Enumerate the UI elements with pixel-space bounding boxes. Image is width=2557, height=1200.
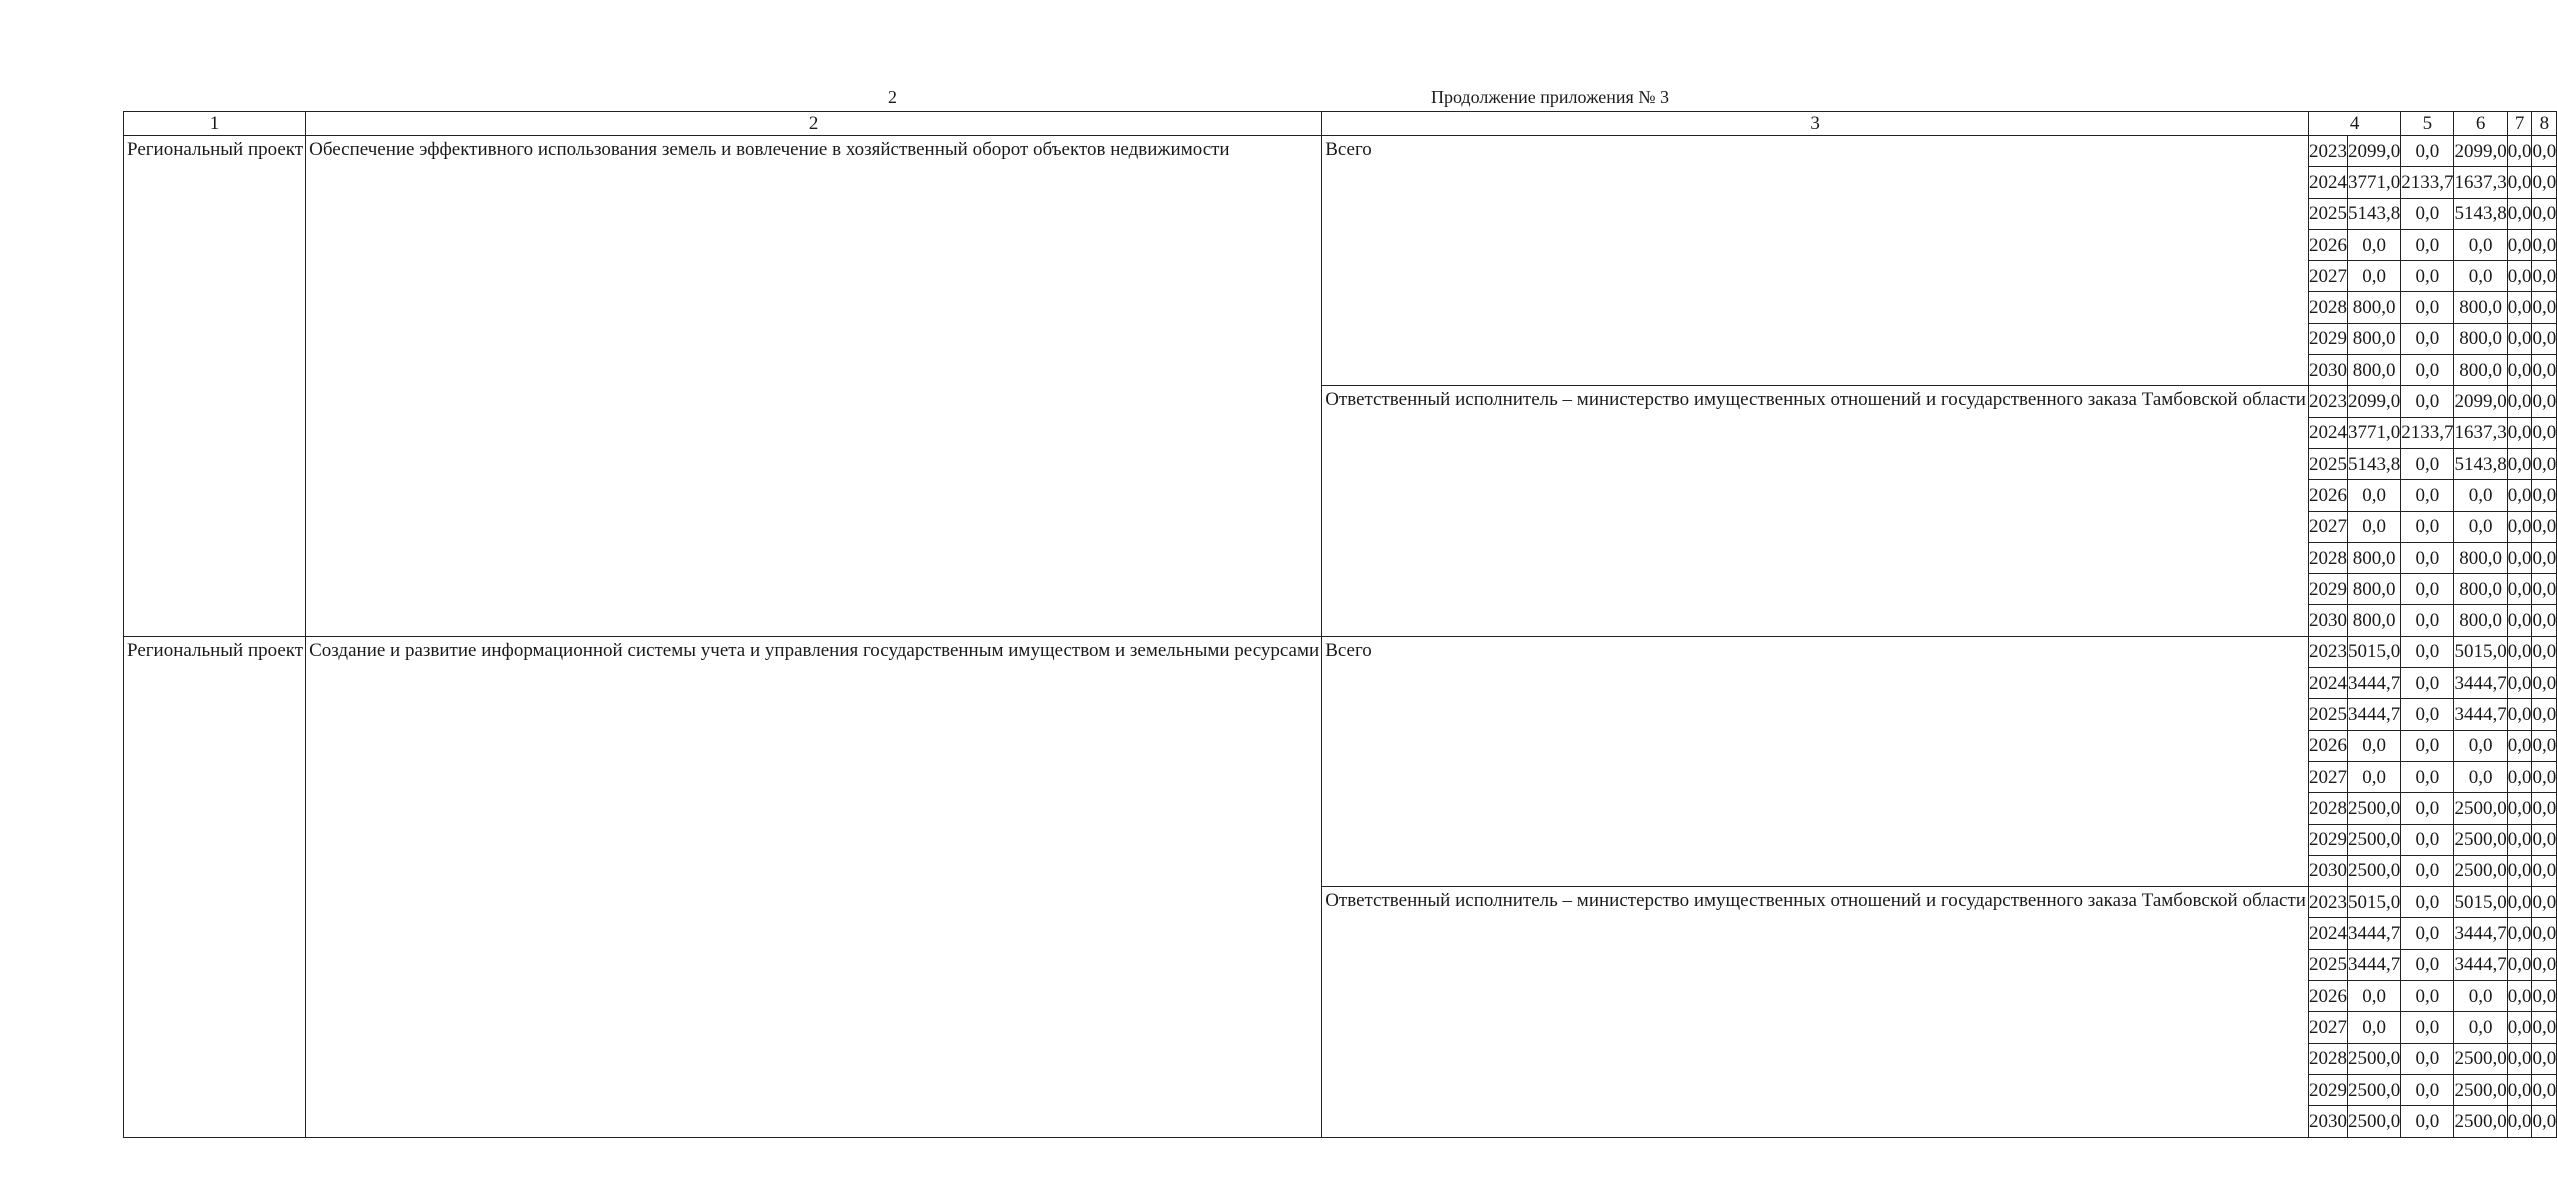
amount-cell: 0,0 — [2532, 887, 2557, 918]
amount-cell: 0,0 — [2401, 542, 2454, 573]
amount-cell: 3771,0 — [2347, 417, 2400, 448]
amount-cell: 0,0 — [2507, 261, 2532, 292]
year-cell: 2026 — [2308, 229, 2347, 260]
amount-cell: 0,0 — [2347, 761, 2400, 792]
amount-cell: 0,0 — [2507, 480, 2532, 511]
amount-cell: 0,0 — [2401, 855, 2454, 886]
year-cell: 2024 — [2308, 417, 2347, 448]
amount-cell: 0,0 — [2532, 730, 2557, 761]
amount-cell: 0,0 — [2507, 793, 2532, 824]
amount-cell: 0,0 — [2532, 793, 2557, 824]
project-type-cell: Региональный проект — [124, 136, 306, 637]
amount-cell: 0,0 — [2401, 918, 2454, 949]
amount-cell: 0,0 — [2507, 981, 2532, 1012]
year-cell: 2028 — [2308, 542, 2347, 573]
year-cell: 2030 — [2308, 855, 2347, 886]
amount-cell: 0,0 — [2401, 355, 2454, 386]
amount-cell: 0,0 — [2507, 136, 2532, 167]
amount-cell: 2500,0 — [2347, 793, 2400, 824]
amount-cell: 0,0 — [2454, 229, 2507, 260]
amount-cell: 0,0 — [2401, 229, 2454, 260]
amount-cell: 0,0 — [2507, 511, 2532, 542]
column-number: 4 — [2308, 112, 2400, 136]
amount-cell: 0,0 — [2532, 355, 2557, 386]
amount-cell: 2500,0 — [2347, 855, 2400, 886]
amount-cell: 0,0 — [2507, 417, 2532, 448]
amount-cell: 0,0 — [2532, 292, 2557, 323]
amount-cell: 800,0 — [2347, 542, 2400, 573]
amount-cell: 3444,7 — [2454, 949, 2507, 980]
amount-cell: 0,0 — [2532, 542, 2557, 573]
amount-cell: 3444,7 — [2347, 668, 2400, 699]
amount-cell: 0,0 — [2454, 1012, 2507, 1043]
amount-cell: 0,0 — [2347, 229, 2400, 260]
amount-cell: 0,0 — [2532, 636, 2557, 667]
amount-cell: 2500,0 — [2454, 793, 2507, 824]
amount-cell: 0,0 — [2532, 1106, 2557, 1137]
amount-cell: 2099,0 — [2347, 386, 2400, 417]
amount-cell: 0,0 — [2454, 981, 2507, 1012]
amount-cell: 0,0 — [2532, 949, 2557, 980]
amount-cell: 0,0 — [2532, 855, 2557, 886]
amount-cell: 0,0 — [2532, 761, 2557, 792]
amount-cell: 2099,0 — [2347, 136, 2400, 167]
funding-source-cell: Ответственный исполнитель – министерство имущественных отношений и государственного заказа Тамбовской области — [1322, 386, 2309, 636]
amount-cell: 0,0 — [2347, 261, 2400, 292]
amount-cell: 0,0 — [2532, 574, 2557, 605]
year-cell: 2025 — [2308, 198, 2347, 229]
amount-cell: 0,0 — [2507, 542, 2532, 573]
amount-cell: 0,0 — [2401, 1012, 2454, 1043]
amount-cell: 0,0 — [2401, 261, 2454, 292]
amount-cell: 0,0 — [2532, 386, 2557, 417]
amount-cell: 0,0 — [2401, 793, 2454, 824]
year-cell: 2027 — [2308, 1012, 2347, 1043]
amount-cell: 0,0 — [2532, 229, 2557, 260]
year-cell: 2027 — [2308, 261, 2347, 292]
year-cell: 2030 — [2308, 605, 2347, 636]
amount-cell: 0,0 — [2401, 949, 2454, 980]
amount-cell: 2099,0 — [2454, 136, 2507, 167]
amount-cell: 1637,3 — [2454, 167, 2507, 198]
amount-cell: 0,0 — [2401, 1074, 2454, 1105]
year-cell: 2024 — [2308, 167, 2347, 198]
amount-cell: 0,0 — [2532, 198, 2557, 229]
year-cell: 2025 — [2308, 699, 2347, 730]
year-cell: 2028 — [2308, 1043, 2347, 1074]
amount-cell: 0,0 — [2347, 1012, 2400, 1043]
year-cell: 2026 — [2308, 730, 2347, 761]
amount-cell: 800,0 — [2347, 292, 2400, 323]
amount-cell: 0,0 — [2347, 730, 2400, 761]
amount-cell: 0,0 — [2507, 761, 2532, 792]
year-cell: 2023 — [2308, 136, 2347, 167]
column-number: 2 — [306, 112, 1322, 136]
amount-cell: 0,0 — [2507, 730, 2532, 761]
amount-cell: 0,0 — [2532, 448, 2557, 479]
year-cell: 2029 — [2308, 824, 2347, 855]
amount-cell: 0,0 — [2507, 605, 2532, 636]
amount-cell: 0,0 — [2401, 699, 2454, 730]
amount-cell: 0,0 — [2532, 605, 2557, 636]
column-number: 8 — [2532, 112, 2557, 136]
amount-cell: 2500,0 — [2347, 1106, 2400, 1137]
amount-cell: 0,0 — [2347, 981, 2400, 1012]
column-number: 1 — [124, 112, 306, 136]
amount-cell: 0,0 — [2454, 730, 2507, 761]
year-cell: 2025 — [2308, 448, 2347, 479]
amount-cell: 0,0 — [2401, 730, 2454, 761]
amount-cell: 800,0 — [2454, 542, 2507, 573]
amount-cell: 0,0 — [2507, 229, 2532, 260]
project-name-cell: Обеспечение эффективного использования земель и вовлечение в хозяйственный оборот объектов недвижимости — [306, 136, 1322, 637]
amount-cell: 800,0 — [2454, 323, 2507, 354]
amount-cell: 0,0 — [2401, 511, 2454, 542]
amount-cell: 800,0 — [2347, 574, 2400, 605]
amount-cell: 0,0 — [2454, 511, 2507, 542]
amount-cell: 0,0 — [2401, 323, 2454, 354]
amount-cell: 2500,0 — [2454, 1074, 2507, 1105]
amount-cell: 800,0 — [2347, 605, 2400, 636]
amount-cell: 0,0 — [2507, 355, 2532, 386]
amount-cell: 2500,0 — [2347, 824, 2400, 855]
amount-cell: 0,0 — [2507, 949, 2532, 980]
year-cell: 2030 — [2308, 1106, 2347, 1137]
amount-cell: 0,0 — [2532, 136, 2557, 167]
amount-cell: 0,0 — [2401, 136, 2454, 167]
amount-cell: 0,0 — [2401, 981, 2454, 1012]
amount-cell: 0,0 — [2507, 668, 2532, 699]
funding-table — [123, 111, 2557, 1138]
amount-cell: 0,0 — [2507, 636, 2532, 667]
amount-cell: 3771,0 — [2347, 167, 2400, 198]
year-cell: 2023 — [2308, 636, 2347, 667]
amount-cell: 0,0 — [2401, 887, 2454, 918]
amount-cell: 0,0 — [2401, 386, 2454, 417]
amount-cell: 0,0 — [2401, 668, 2454, 699]
funding-source-cell: Ответственный исполнитель – министерство имущественных отношений и государственного заказа Тамбовской области — [1322, 887, 2309, 1137]
amount-cell: 1637,3 — [2454, 417, 2507, 448]
amount-cell: 0,0 — [2401, 636, 2454, 667]
continuation-caption: Продолжение приложения № 3 — [1430, 87, 1669, 107]
amount-cell: 3444,7 — [2347, 949, 2400, 980]
year-cell: 2027 — [2308, 511, 2347, 542]
amount-cell: 2133,7 — [2401, 417, 2454, 448]
year-cell: 2027 — [2308, 761, 2347, 792]
amount-cell: 2500,0 — [2454, 855, 2507, 886]
amount-cell: 3444,7 — [2454, 918, 2507, 949]
funding-source-cell: Всего — [1322, 636, 2309, 886]
amount-cell: 5015,0 — [2454, 887, 2507, 918]
amount-cell: 0,0 — [2347, 511, 2400, 542]
year-cell: 2024 — [2308, 918, 2347, 949]
amount-cell: 0,0 — [2507, 574, 2532, 605]
amount-cell: 0,0 — [2507, 292, 2532, 323]
amount-cell: 2500,0 — [2347, 1074, 2400, 1105]
amount-cell: 3444,7 — [2454, 668, 2507, 699]
page-number: 2 — [888, 87, 897, 107]
amount-cell: 3444,7 — [2347, 918, 2400, 949]
column-number: 6 — [2454, 112, 2507, 136]
amount-cell: 0,0 — [2454, 261, 2507, 292]
year-cell: 2026 — [2308, 981, 2347, 1012]
amount-cell: 5143,8 — [2454, 448, 2507, 479]
year-cell: 2029 — [2308, 1074, 2347, 1105]
table-row — [124, 136, 2557, 167]
amount-cell: 0,0 — [2401, 292, 2454, 323]
amount-cell: 3444,7 — [2454, 699, 2507, 730]
amount-cell: 5015,0 — [2454, 636, 2507, 667]
amount-cell: 0,0 — [2401, 1106, 2454, 1137]
year-cell: 2029 — [2308, 323, 2347, 354]
amount-cell: 0,0 — [2532, 699, 2557, 730]
amount-cell: 0,0 — [2507, 699, 2532, 730]
amount-cell: 0,0 — [2507, 1012, 2532, 1043]
amount-cell: 0,0 — [2507, 167, 2532, 198]
amount-cell: 0,0 — [2401, 761, 2454, 792]
funding-source-cell: Всего — [1322, 136, 2309, 386]
amount-cell: 800,0 — [2454, 574, 2507, 605]
amount-cell: 0,0 — [2532, 1043, 2557, 1074]
column-number: 7 — [2507, 112, 2532, 136]
amount-cell: 0,0 — [2401, 480, 2454, 511]
project-name-cell: Создание и развитие информационной системы учета и управления государственным имуществом и земельными ресурсами — [306, 636, 1322, 1137]
amount-cell: 0,0 — [2401, 198, 2454, 229]
amount-cell: 0,0 — [2401, 824, 2454, 855]
amount-cell: 800,0 — [2347, 355, 2400, 386]
amount-cell: 0,0 — [2532, 511, 2557, 542]
amount-cell: 800,0 — [2454, 292, 2507, 323]
amount-cell: 2133,7 — [2401, 167, 2454, 198]
amount-cell: 0,0 — [2532, 261, 2557, 292]
amount-cell: 0,0 — [2532, 323, 2557, 354]
amount-cell: 0,0 — [2454, 480, 2507, 511]
amount-cell: 800,0 — [2347, 323, 2400, 354]
amount-cell: 0,0 — [2401, 448, 2454, 479]
amount-cell: 5015,0 — [2347, 887, 2400, 918]
amount-cell: 0,0 — [2532, 480, 2557, 511]
year-cell: 2030 — [2308, 355, 2347, 386]
amount-cell: 0,0 — [2507, 887, 2532, 918]
table-row — [124, 636, 2557, 667]
column-number-row — [124, 112, 2557, 136]
amount-cell: 0,0 — [2507, 855, 2532, 886]
amount-cell: 0,0 — [2532, 1074, 2557, 1105]
year-cell: 2024 — [2308, 668, 2347, 699]
amount-cell: 0,0 — [2532, 824, 2557, 855]
project-type-cell: Региональный проект — [124, 636, 306, 1137]
amount-cell: 0,0 — [2507, 323, 2532, 354]
amount-cell: 0,0 — [2507, 918, 2532, 949]
amount-cell: 0,0 — [2401, 605, 2454, 636]
amount-cell: 0,0 — [2507, 198, 2532, 229]
amount-cell: 2500,0 — [2454, 824, 2507, 855]
amount-cell: 2500,0 — [2347, 1043, 2400, 1074]
year-cell: 2028 — [2308, 292, 2347, 323]
amount-cell: 2500,0 — [2454, 1043, 2507, 1074]
amount-cell: 5143,8 — [2454, 198, 2507, 229]
year-cell: 2023 — [2308, 386, 2347, 417]
amount-cell: 0,0 — [2532, 918, 2557, 949]
amount-cell: 3444,7 — [2347, 699, 2400, 730]
amount-cell: 0,0 — [2347, 480, 2400, 511]
amount-cell: 0,0 — [2532, 167, 2557, 198]
column-number: 5 — [2401, 112, 2454, 136]
year-cell: 2028 — [2308, 793, 2347, 824]
amount-cell: 5015,0 — [2347, 636, 2400, 667]
amount-cell: 0,0 — [2532, 1012, 2557, 1043]
amount-cell: 0,0 — [2507, 1106, 2532, 1137]
amount-cell: 0,0 — [2401, 574, 2454, 605]
column-number: 3 — [1322, 112, 2309, 136]
amount-cell: 0,0 — [2507, 1074, 2532, 1105]
year-cell: 2029 — [2308, 574, 2347, 605]
year-cell: 2026 — [2308, 480, 2347, 511]
amount-cell: 0,0 — [2507, 386, 2532, 417]
amount-cell: 0,0 — [2454, 761, 2507, 792]
amount-cell: 0,0 — [2401, 1043, 2454, 1074]
amount-cell: 800,0 — [2454, 355, 2507, 386]
year-cell: 2025 — [2308, 949, 2347, 980]
amount-cell: 5143,8 — [2347, 448, 2400, 479]
amount-cell: 0,0 — [2507, 1043, 2532, 1074]
amount-cell: 0,0 — [2532, 668, 2557, 699]
amount-cell: 0,0 — [2507, 824, 2532, 855]
amount-cell: 0,0 — [2532, 981, 2557, 1012]
year-cell: 2023 — [2308, 887, 2347, 918]
amount-cell: 2099,0 — [2454, 386, 2507, 417]
amount-cell: 0,0 — [2507, 448, 2532, 479]
amount-cell: 5143,8 — [2347, 198, 2400, 229]
amount-cell: 0,0 — [2532, 417, 2557, 448]
amount-cell: 800,0 — [2454, 605, 2507, 636]
amount-cell: 2500,0 — [2454, 1106, 2507, 1137]
